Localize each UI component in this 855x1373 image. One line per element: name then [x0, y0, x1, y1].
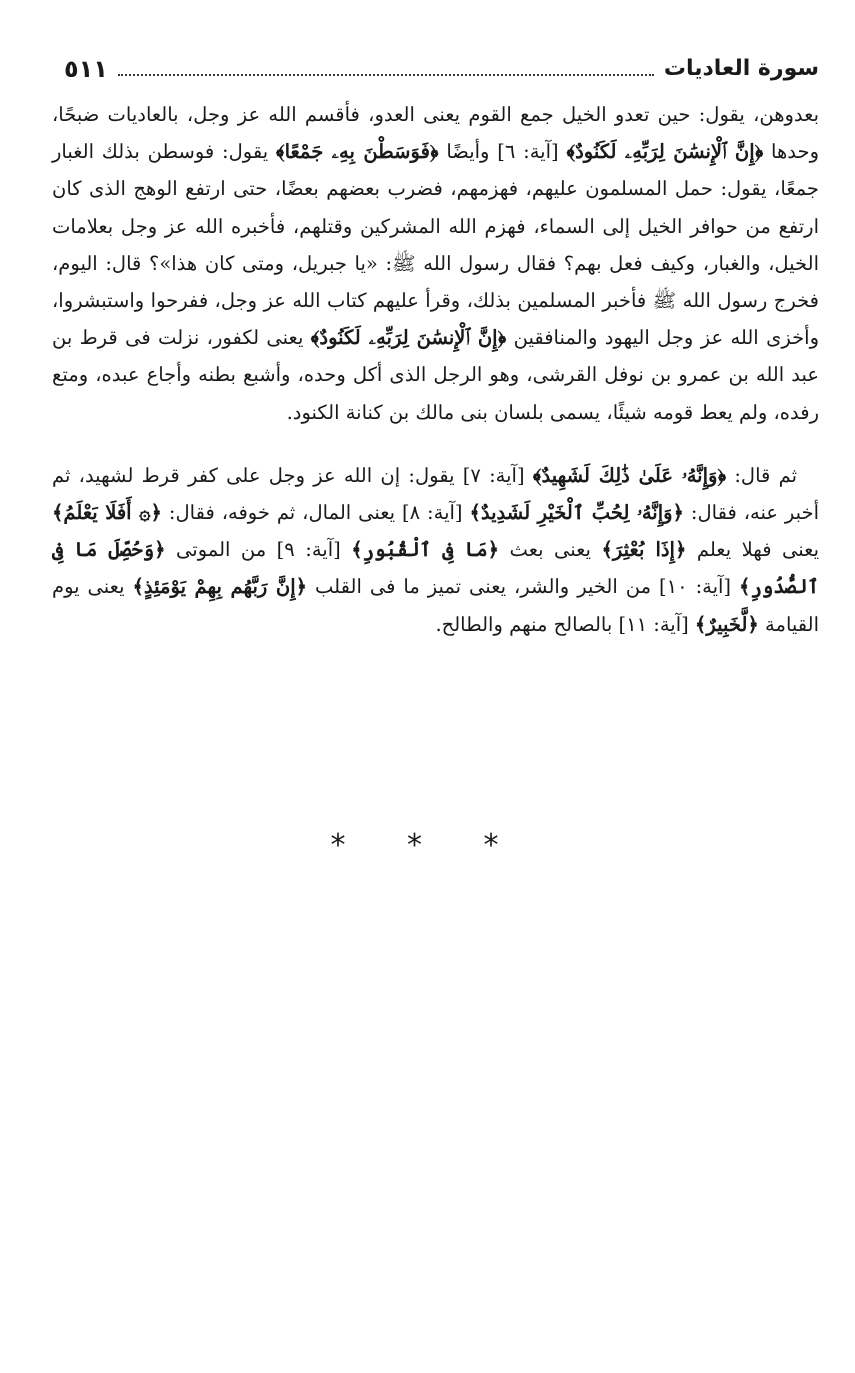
- paragraph-1: [52, 96, 819, 431]
- text-run: يعنى بعث: [499, 538, 602, 562]
- quran-verse: ﴿مَا فِى ٱلْقُبُورِ﴾: [351, 538, 500, 562]
- quran-verse: ﴿إِنَّ رَبَّهُم بِهِمْ يَوْمَئِذٍ﴾: [132, 575, 308, 599]
- text-run: بعدوهن، يقول: حين تعدو الخيل جمع القوم يعنى العدو، فأقسم الله عز وجل، بالعاديات ضبحًا، وحدها: [52, 103, 819, 164]
- paragraph-2: [52, 457, 819, 643]
- quran-verse: ﴿وَإِنَّهُۥ لِحُبِّ ٱلْخَيْرِ لَشَدِيدٌ﴾: [469, 501, 684, 525]
- text-run: [آية: ٦] وأيضًا: [438, 140, 567, 164]
- text-run: [آية: ٧] يقول: إن الله عز وجل على كفر قرط لشهيد، ثم أخبر عنه، فقال:: [52, 463, 820, 525]
- text-run: يقول: فوسطن بذلك الغبار جمعًا، يقول: حمل المسلمون عليهم، فهزمهم، فضرب بعضهم بعضًا، حتى ارتفع الوهج الذى كان ارتفع من حوافر الخيل إلى السماء، فهزم الله المشركين وقتلهم، فأخبره الله عز وجل بعلامات الخيل، والغبار، وكيف فعل بهم؟ فقال رسول الله ﷺ: «يا جبريل، ومتى كان هذا»؟ قال: اليوم، فخرج رسول الله ﷺ فأخبر المسلمين بذلك، وقرأ عليهم كتاب الله عز وجل، ففرحوا واستبشروا، وأخزى الله عز وجل اليهود والمنافقين: [52, 140, 819, 350]
- text-run: يعنى يوم القيامة: [52, 575, 819, 636]
- text-run: ثم قال:: [726, 463, 797, 487]
- quran-verse: ﴿وَإِنَّهُۥ عَلَىٰ ذَٰلِكَ لَشَهِيدٌ﴾: [532, 463, 727, 487]
- section-separator: * * *: [330, 828, 525, 863]
- commentary-text: [52, 96, 819, 643]
- page-header: [64, 44, 819, 84]
- quran-verse: ﴿فَوَسَطْنَ بِهِۦ جَمْعًا﴾: [275, 140, 439, 164]
- text-run: يعنى لكفور، نزلت فى قرط بن عبد الله بن عمرو بن نوفل القرشى، وهو الرجل الذى أكل وحده، وأشبع بطنه وأجاع عبده، ومتع رفده، ولم يعط قومه شيئًا، يسمى بلسان بنى مالك بن كنانة الكنود.: [52, 326, 819, 424]
- text-run: [آية: ١٠] من الخير والشر، يعنى تميز ما فى القلب: [307, 575, 740, 599]
- text-run: [آية: ٨] يعنى المال، ثم خوفه، فقال:: [161, 501, 470, 525]
- page-number: ٥١١: [64, 55, 108, 83]
- text-run: [آية: ١١] بالصالح منهم والطالح.: [435, 612, 695, 636]
- surah-title: سورة العاديات: [663, 56, 819, 81]
- quran-verse: ﴿إِنَّ ٱلْإِنسَٰنَ لِرَبِّهِۦ لَكَنُودٌ﴾: [310, 326, 507, 350]
- quran-verse: ﴿۞ أَفَلَا يَعْلَمُ﴾: [52, 501, 162, 525]
- quran-verse: ﴿لَّخَبِيرٌ﴾: [694, 612, 759, 636]
- text-run: [آية: ٩] من الموتى: [165, 538, 352, 562]
- text-run: يعنى فهلا يعلم: [686, 538, 820, 562]
- quran-verse: ﴿وَحُصِّلَ مَا فِى ٱلصُّدُورِ﴾: [52, 538, 820, 599]
- header-dotted-leader: [118, 73, 654, 76]
- quran-verse: ﴿إِنَّ ٱلْإِنسَٰنَ لِرَبِّهِۦ لَكَنُودٌ﴾: [566, 140, 764, 164]
- quran-verse: ﴿إِذَا بُعْثِرَ﴾: [601, 538, 687, 562]
